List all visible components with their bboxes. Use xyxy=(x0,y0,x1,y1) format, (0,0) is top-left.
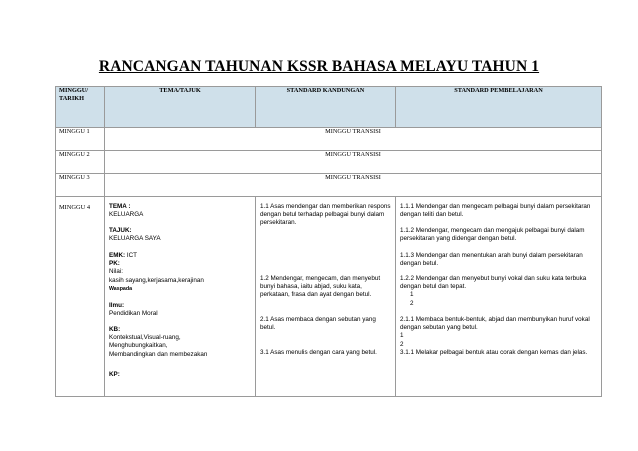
kb-label: KB: xyxy=(109,326,121,333)
ilmu-label: Ilmu: xyxy=(109,302,125,309)
sp-subitem: 1 xyxy=(410,291,414,299)
table-header-row xyxy=(56,87,602,128)
header-minggu xyxy=(56,87,105,128)
sp-item: 2.1.1 Membaca bentuk-bentuk, abjad dan membunyikan huruf vokal dengan sebutan yang betul. xyxy=(400,316,590,332)
pk-label: PK: xyxy=(109,260,120,268)
kb-line: Menghubungkaitkan, xyxy=(109,342,168,350)
tema-value: KELUARGA xyxy=(109,211,144,219)
emk-label: EMK: xyxy=(109,252,126,259)
standard-pembelajaran-cell xyxy=(396,197,602,397)
sk-item: 1.1 Asas mendengar dan memberikan respons dengan betul terhadap pelbagai bunyi dalam persekitaran. xyxy=(260,203,391,227)
ilmu-value: Pendidikan Moral xyxy=(109,310,158,318)
sp-item: 1.1.2 Mendengar, mengecam dan mengajuk pelbagai bunyi dalam persekitaran yang didengar dengan betul. xyxy=(400,227,585,243)
header-minggu-line1: MINGGU/ xyxy=(59,87,89,94)
nilai-label: Nilai: xyxy=(109,268,123,276)
table-row xyxy=(56,197,602,397)
table-row xyxy=(56,128,602,151)
table-row xyxy=(56,174,602,197)
standard-kandungan-cell xyxy=(256,197,396,397)
table-row xyxy=(56,151,602,174)
yearly-plan-table xyxy=(55,86,602,397)
transition-cell: MINGGU TRANSISI xyxy=(105,128,602,151)
transition-cell: MINGGU TRANSISI xyxy=(105,151,602,174)
tema-label: TEMA : xyxy=(109,203,131,210)
kp-label: KP: xyxy=(109,371,120,378)
sp-subitem: 1 xyxy=(400,332,404,340)
week-cell: MINGGU 2 xyxy=(56,151,105,174)
tajuk-label: TAJUK: xyxy=(109,227,132,234)
week-cell: MINGGU 1 xyxy=(56,128,105,151)
sk-item: 2.1 Asas membaca dengan sebutan yang betul. xyxy=(260,316,376,332)
tema-cell xyxy=(105,197,256,397)
kb-line: Kontekstual,Visual-ruang, xyxy=(109,334,181,342)
sk-item: 1.2 Mendengar, mengecam, dan menyebut bunyi bahasa, iaitu abjad, suku kata, perkataan, frasa dan ayat dengan betul. xyxy=(260,275,381,299)
tajuk-value: KELUARGA SAYA xyxy=(109,235,161,243)
sp-item: 3.1.1 Melakar pelbagai bentuk atau corak dengan kemas dan jelas. xyxy=(400,349,588,356)
sp-subitem: 2 xyxy=(400,340,404,348)
sp-item: 1.1.3 Mendengar dan menentukan arah bunyi dalam persekitaran dengan betul. xyxy=(400,252,583,268)
header-standard-pembelajaran: STANDARD PEMBELAJARAN xyxy=(396,87,602,128)
sp-item: 1.2.2 Mendengar dan menyebut bunyi vokal dan suku kata terbuka dengan betul dan tepat. xyxy=(400,275,587,291)
emk-value: ICT xyxy=(125,252,137,259)
header-minggu-line2: TARIKH xyxy=(59,95,85,102)
waspada-text: Waspada xyxy=(109,285,133,292)
header-tema: TEMA/TAJUK xyxy=(105,87,256,128)
kb-line: Membandingkan dan membezakan xyxy=(109,350,208,358)
transition-cell: MINGGU TRANSISI xyxy=(105,174,602,197)
week-cell: MINGGU 3 xyxy=(56,174,105,197)
sp-item: 1.1.1 Mendengar dan mengecam pelbagai bunyi dalam persekitaran dengan teliti dan betul. xyxy=(400,203,591,219)
nilai-value: kasih sayang,kerjasama,kerajinan xyxy=(109,276,204,284)
page-title: RANCANGAN TAHUNAN KSSR BAHASA MELAYU TAHUN 1 xyxy=(98,58,540,75)
week-cell: MINGGU 4 xyxy=(56,197,105,397)
sp-subitem: 2 xyxy=(410,299,414,307)
sk-item: 3.1 Asas menulis dengan cara yang betul. xyxy=(260,349,377,356)
header-standard-kandungan: STANDARD KANDUNGAN xyxy=(256,87,396,128)
